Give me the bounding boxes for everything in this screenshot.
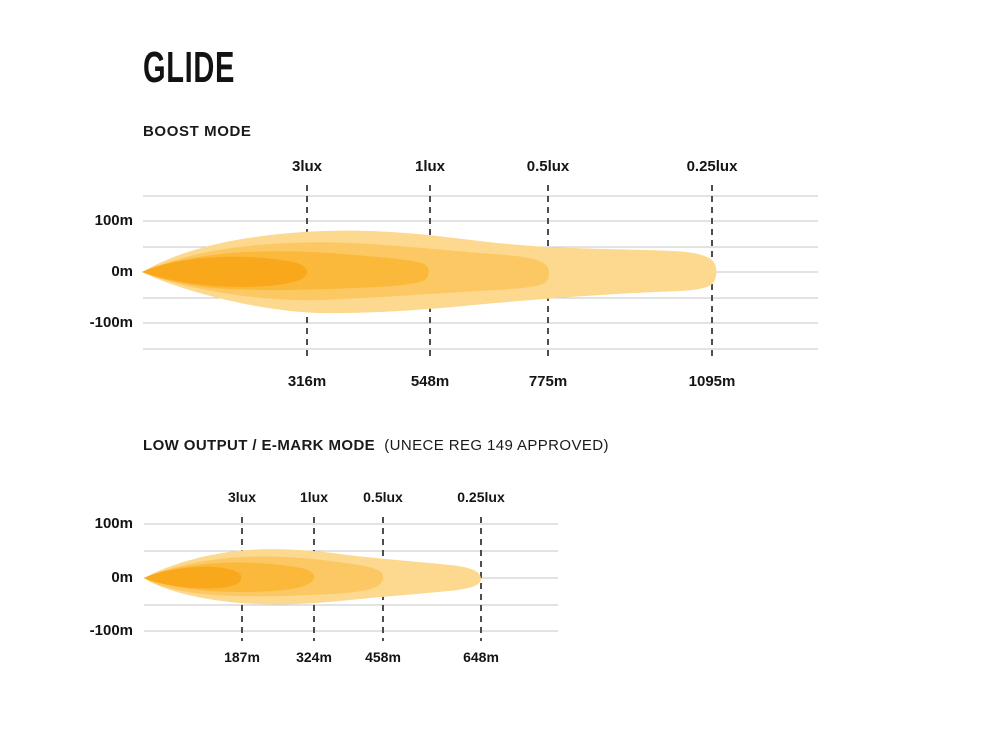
low-beam (144, 549, 481, 604)
low-lux-label-1lux: 1lux (299, 489, 328, 505)
page-title: GLIDE (143, 43, 236, 92)
boost-beam (142, 231, 716, 313)
boost-y-label-0m: 0m (111, 263, 133, 280)
boost-lux-label-1lux: 1lux (414, 158, 445, 175)
low-distance-label-458m: 458m (365, 649, 401, 665)
boost-lux-label-025lux: 0.25lux (686, 158, 738, 175)
boost-y-label-neg100m: -100m (89, 314, 133, 331)
low-lux-label-3lux: 3lux (227, 489, 256, 505)
boost-distance-label-548m: 548m (410, 373, 450, 390)
boost-chart-title: BOOST MODE (143, 123, 252, 140)
low-chart-title-bold: LOW OUTPUT / E-MARK MODE (143, 437, 376, 454)
low-distance-label-648m: 648m (463, 649, 499, 665)
low-y-label-0m: 0m (111, 569, 133, 586)
boost-lux-label-05lux: 0.5lux (526, 158, 570, 175)
low-y-label-100m: 100m (94, 515, 133, 532)
boost-y-label-100m: 100m (94, 212, 133, 229)
low-lux-label-05lux: 0.5lux (363, 489, 403, 505)
boost-distance-label-1095m: 1095m (688, 373, 736, 390)
boost-lux-label-3lux: 3lux (291, 158, 322, 175)
boost-distance-label-316m: 316m (287, 373, 327, 390)
low-distance-label-324m: 324m (296, 649, 332, 665)
low-y-label-neg100m: -100m (89, 622, 133, 639)
low-chart-title: LOW OUTPUT / E-MARK MODE (UNECE REG 149 APPROVED) (143, 437, 609, 454)
low-lux-label-025lux: 0.25lux (457, 489, 505, 505)
boost-distance-label-775m: 775m (528, 373, 568, 390)
low-distance-label-187m: 187m (224, 649, 260, 665)
